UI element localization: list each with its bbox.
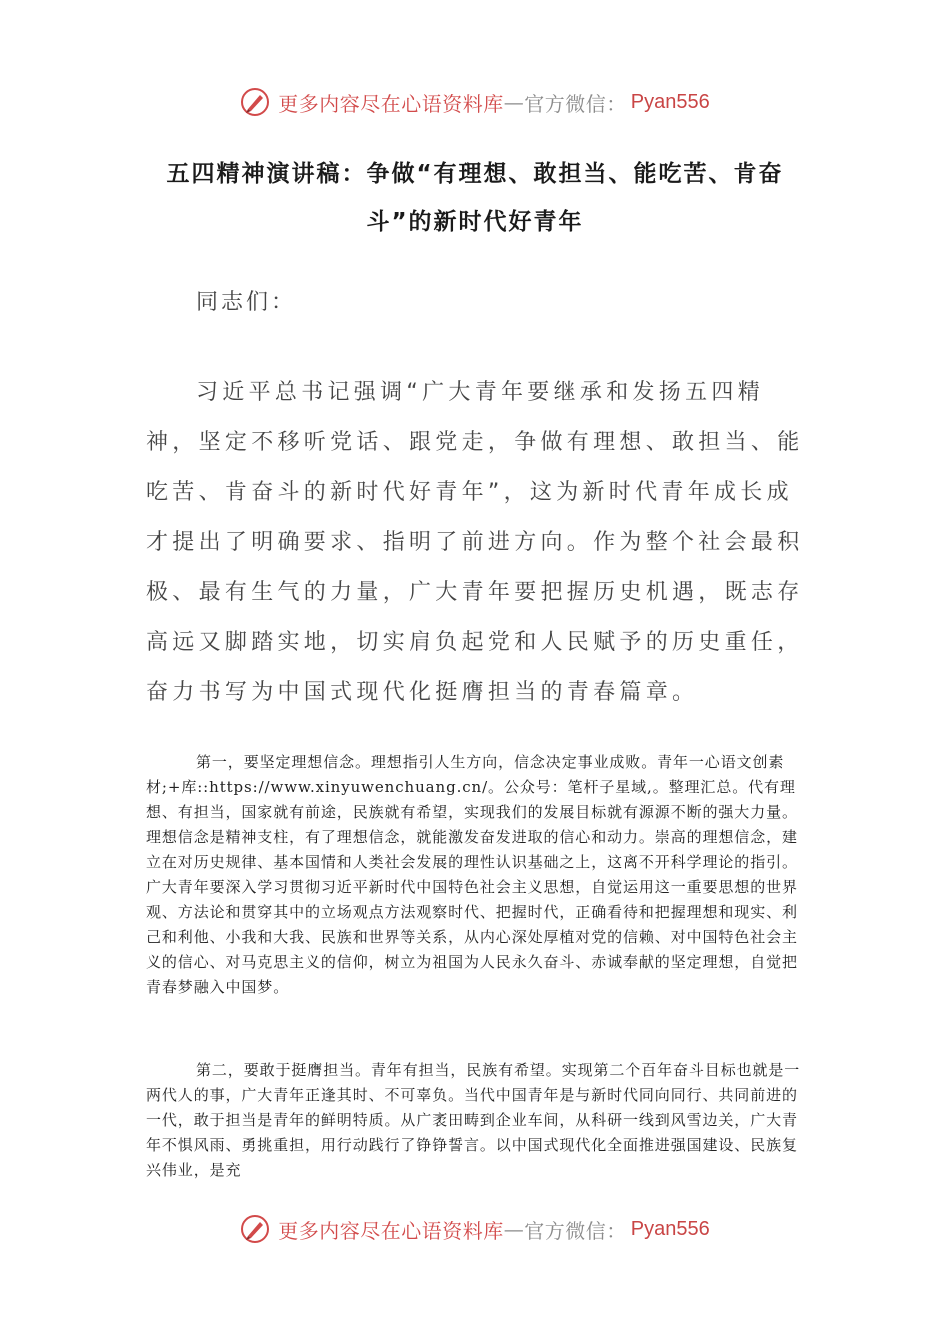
banner-title: 更多内容尽在心语资料库 (278, 1218, 504, 1243)
pen-logo-icon (240, 1214, 270, 1244)
footer-banner (0, 1209, 950, 1249)
banner-title: 更多内容尽在心语资料库 (278, 91, 504, 116)
banner-separator: — (503, 90, 525, 114)
banner-subtitle: 官方微信： (524, 1218, 627, 1243)
banner-subtitle: 官方微信： (524, 91, 627, 116)
banner-wechat-id: Pyan556 (630, 1217, 710, 1240)
greeting: 同志们： (196, 290, 297, 315)
document-title: 五四精神演讲稿：争做“有理想、敢担当、能吃苦、肯奋斗”的新时代好青年 (166, 161, 784, 235)
header-banner (0, 82, 950, 122)
banner-wechat-id: Pyan556 (630, 90, 710, 113)
body-paragraph-2: 第二，要敢于挺膺担当。青年有担当，民族有希望。实现第二个百年奋斗目标也就是一两代人的事，广大青年正逢其时、不可辜负。当代中国青年是与新时代同向同行、共同前进的一代，敢于担当是青年的鲜明特质。从广袤田畴到企业车间，从科研一线到风雪边关，广大青年不惧风雨、勇挑重担，用行动践行了铮铮誓言。以中国式现代化全面推进强国建设、民族复兴伟业，是充 (146, 1061, 801, 1179)
body-paragraph-1: 第一，要坚定理想信念。理想指引人生方向，信念决定事业成败。青年一心语文创素材;+库::https://www.xinyuwenchuang.cn/。公众号：笔杆子星域,。整理汇总。代有理想、有担当，国家就有前途，民族就有希望，实现我们的发展目标就有源源不断的强大力量。理想信念是精神支柱，有了理想信念，就能激发奋发进取的信心和动力。崇高的理想信念，建立在对历史规律、基本国情和人类社会发展的理性认识基础之上，这离不开科学理论的指引。广大青年要深入学习贯彻习近平新时代中国特色社会主义思想，自觉运用这一重要思想的世界观、方法论和贯穿其中的立场观点方法观察时代、把握时代，正确看待和把握理想和现实、利己和利他、小我和大我、民族和世界等关系，从内心深处厚植对党的信赖、对中国特色社会主义的信心、对马克思主义的信仰，树立为祖国为人民永久奋斗、赤诚奉献的坚定理想，自觉把青春梦融入中国梦。 (146, 753, 798, 996)
pen-logo-icon (240, 87, 270, 117)
lead-paragraph: 习近平总书记强调“广大青年要继承和发扬五四精神，坚定不移听党话、跟党走，争做有理想、敢担当、能吃苦、肯奋斗的新时代好青年”，这为新时代青年成长成才提出了明确要求、指明了前进方向。作为整个社会最积极、最有生气的力量，广大青年要把握历史机遇，既志存高远又脚踏实地，切实肩负起党和人民赋予的历史重任，奋力书写为中国式现代化挺膺担当的青春篇章。 (146, 380, 804, 705)
banner-separator: — (503, 1217, 525, 1241)
